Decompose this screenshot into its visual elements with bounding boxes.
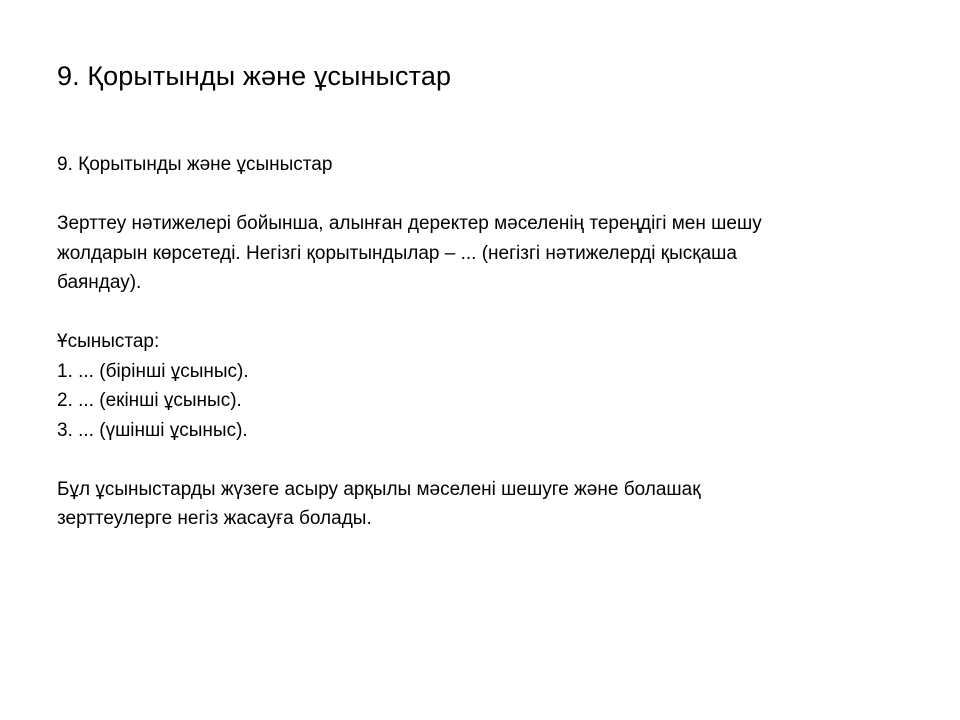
recommendation-item: 1. ... (бірінші ұсыныс).	[57, 360, 249, 382]
paragraph-gap	[57, 298, 907, 328]
recommendations-heading: Ұсыныстар:	[57, 331, 160, 352]
body-subtitle: 9. Қорытынды және ұсыныстар	[57, 154, 333, 175]
closing-line: Бұл ұсыныстарды жүзеге асыру арқылы мәселені шешуге және болашақ	[57, 478, 701, 500]
summary-line: жолдарын көрсетеді. Негізгі қорытындылар – ... (негізгі нәтижелерді қысқаша	[57, 242, 737, 264]
slide-body	[57, 150, 907, 534]
slide-title: 9. Қорытынды және ұсыныстар	[57, 61, 452, 91]
closing-line: зерттеулерге негіз жасауға болады.	[57, 508, 372, 529]
recommendation-item: 2. ... (екінші ұсыныс).	[57, 390, 242, 411]
summary-line: Зерттеу нәтижелері бойынша, алынған деректер мәселенің тереңдігі мен шешу	[57, 213, 762, 234]
recommendation-item: 3. ... (үшінші ұсыныс).	[57, 419, 248, 441]
recommendations-block	[57, 327, 907, 445]
paragraph-gap	[57, 180, 907, 210]
paragraph-gap	[57, 445, 907, 475]
summary-line: баяндау).	[57, 272, 142, 293]
summary-paragraph	[57, 209, 907, 298]
closing-paragraph	[57, 475, 907, 534]
